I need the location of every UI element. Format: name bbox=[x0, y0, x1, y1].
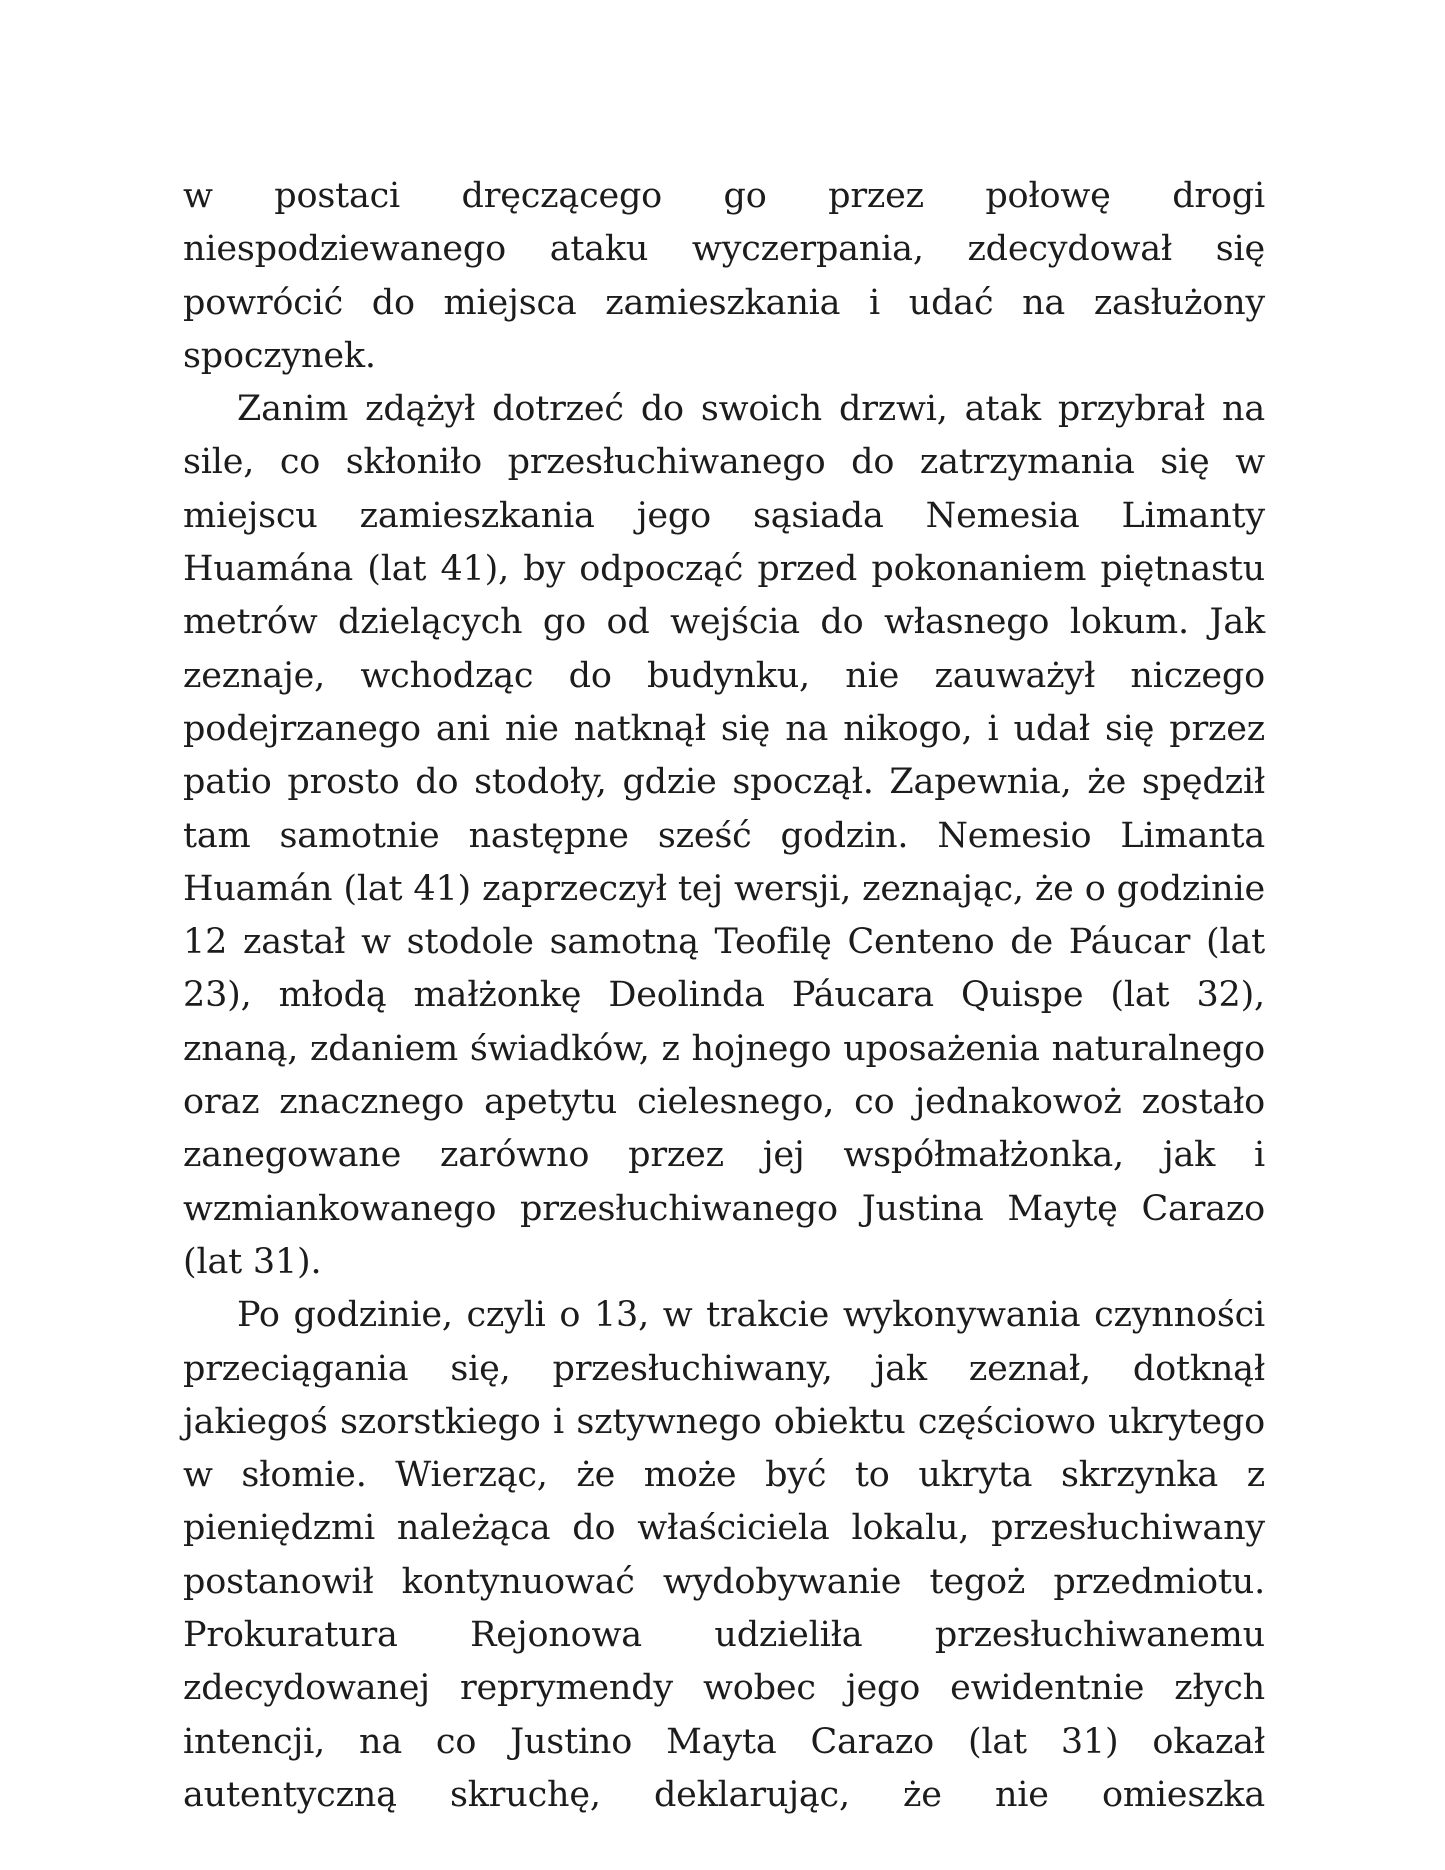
paragraph-3: Po godzinie, czyli o 13, w trakcie wykonywania czynności przeciągania się, przesłuchiwany, jak zeznał, dotknął jakiegoś szorstkiego i sztywnego obiektu częściowo ukrytego w słomie. Wierząc, że może być to ukryta skrzynka z pieniędzmi należąca do właściciela lokalu, przesłuchiwany postanowił kontynuować wydobywanie tegoż przedmiotu. Prokuratura Rejonowa udzieliła przesłuchiwanemu zdecydowanej reprymendy wobec jego ewidentnie złych intencji, na co Justino Mayta Carazo (lat 31) okazał autentyczną skruchę, deklarując, że nie omieszka bbox=[183, 1295, 1265, 1815]
document-page bbox=[183, 170, 1265, 1822]
paragraph-1: w postaci dręczącego go przez połowę drogi niespodziewanego ataku wyczerpania, zdecydował się powrócić do miejsca zamieszkania i udać na zasłużony spoczynek. bbox=[183, 176, 1265, 376]
paragraph-2: Zanim zdążył dotrzeć do swoich drzwi, atak przybrał na sile, co skłoniło przesłuchiwanego do zatrzymania się w miejscu zamieszkania jego sąsiada Nemesia Limanty Huamána (lat 41), by odpocząć przed pokonaniem piętnastu metrów dzielących go od wejścia do własnego lokum. Jak zeznaje, wchodząc do budynku, nie zauważył niczego podejrzanego ani nie natknął się na nikogo, i udał się przez patio prosto do stodoły, gdzie spoczął. Zapewnia, że spędził tam samotnie następne sześć godzin. Nemesio Limanta Huamán (lat 41) zaprzeczył tej wersji, zeznając, że o godzinie 12 zastał w stodole samotną Teofilę Centeno de Páucar (lat 23), młodą małżonkę Deolinda Páucara Quispe (lat 32), znaną, zdaniem świadków, z hojnego uposażenia naturalnego oraz znacznego apetytu cielesnego, co jednakowoż zostało zanegowane zarówno przez jej współmałżonka, jak i wzmiankowanego przesłuchiwanego Justina Maytę Carazo (lat 31). bbox=[183, 389, 1265, 1282]
